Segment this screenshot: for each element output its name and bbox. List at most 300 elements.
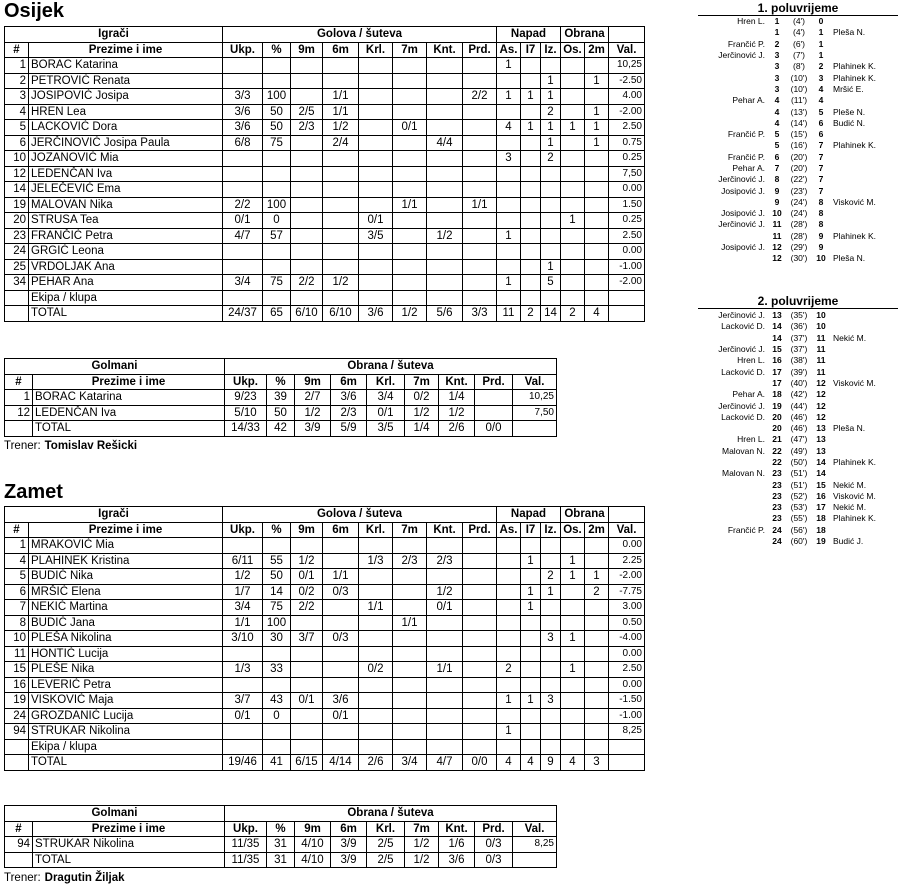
player-cell: 4	[5, 553, 29, 569]
player-cell: 3/7	[223, 693, 263, 709]
player-cell	[497, 166, 521, 182]
group-header-row	[5, 507, 645, 523]
player-cell: 6/8	[223, 135, 263, 151]
player-cell: 0/3	[323, 631, 359, 647]
player-cell: MRAKOVIĆ Mia	[29, 538, 223, 554]
goal-event-row	[698, 321, 898, 332]
player-cell: -2.00	[609, 104, 645, 120]
player-cell: LACKOVIĆ Dora	[29, 120, 223, 136]
goalkeeper-cell: 1/2	[405, 837, 439, 853]
player-cell: PLAHINEK Kristina	[29, 553, 223, 569]
goalkeeper-cell: 1/6	[439, 837, 475, 853]
goal-event-cell: Hren L.	[737, 434, 765, 445]
goal-event-cell: 13	[816, 445, 826, 456]
group-players-header: Igrači	[5, 27, 223, 43]
player-cell	[427, 197, 463, 213]
goal-event-cell: 1	[774, 16, 780, 27]
goal-event-cell	[830, 310, 898, 321]
team-title-osijek: Osijek	[4, 0, 65, 22]
player-cell	[359, 244, 393, 260]
player-cell	[521, 275, 541, 291]
player-row	[5, 58, 645, 74]
goal-event-cell	[698, 423, 768, 434]
group-players-header: Igrači	[5, 507, 223, 523]
group-goals-header: Golova / šuteva	[223, 27, 497, 43]
player-cell	[323, 259, 359, 275]
player-cell	[359, 197, 393, 213]
total-cell: 14	[541, 306, 561, 322]
player-cell: 55	[263, 553, 291, 569]
total-cell	[5, 755, 29, 771]
player-cell	[323, 213, 359, 229]
player-cell	[393, 213, 427, 229]
player-cell: 3/6	[223, 104, 263, 120]
goal-event-cell: 10	[816, 310, 826, 321]
gk-column-header: Prd.	[475, 821, 513, 837]
player-cell: 1	[585, 73, 609, 89]
goal-event-cell: 13	[816, 423, 826, 434]
group-empty-header	[609, 27, 645, 43]
goal-event-cell: 23	[772, 513, 782, 524]
goal-event-cell: (16')	[790, 140, 808, 151]
goal-event-cell: Hren L.	[737, 16, 765, 27]
goal-event-cell: 2	[774, 38, 780, 49]
player-cell	[393, 708, 427, 724]
goal-event-cell: 9	[774, 196, 780, 207]
player-cell	[393, 58, 427, 74]
player-cell: 0/1	[291, 693, 323, 709]
goal-event-cell: 3	[774, 83, 780, 94]
player-cell	[359, 631, 393, 647]
player-cell: 2.25	[609, 553, 645, 569]
goal-event-row	[698, 140, 898, 151]
gk-column-header-row	[5, 374, 557, 390]
goal-event-cell: 5	[818, 106, 824, 117]
goalkeeper-cell: 7,50	[513, 405, 557, 421]
goal-event-cell: (47')	[790, 434, 808, 445]
goalkeeper-cell: 2/3	[331, 405, 367, 421]
player-cell: 0/1	[359, 213, 393, 229]
player-cell	[561, 538, 585, 554]
goal-event-cell: (40')	[790, 377, 808, 388]
bench-cell	[223, 739, 263, 755]
goal-event-cell: 12	[816, 411, 826, 422]
player-cell	[393, 538, 427, 554]
player-cell	[323, 197, 359, 213]
player-cell	[359, 104, 393, 120]
goal-event-cell: (20')	[790, 163, 808, 173]
player-cell: 0/1	[291, 569, 323, 585]
half-title-1: 1. poluvrijeme	[757, 1, 839, 15]
player-cell	[463, 584, 497, 600]
player-cell	[541, 538, 561, 554]
player-cell: 6	[5, 584, 29, 600]
player-cell: 1	[541, 135, 561, 151]
player-cell: 75	[263, 600, 291, 616]
player-cell	[427, 569, 463, 585]
player-row	[5, 677, 645, 693]
player-cell	[585, 600, 609, 616]
player-cell	[223, 724, 263, 740]
goal-event-cell: 11	[816, 332, 826, 343]
player-cell: JOSIPOVIĆ Josipa	[29, 89, 223, 105]
goal-event-cell: 12	[772, 242, 782, 253]
player-cell: 1	[521, 600, 541, 616]
goal-event-cell: 18	[772, 389, 782, 400]
goal-event-cell: Jerčinović J.	[718, 310, 765, 321]
goal-event-cell	[830, 468, 898, 479]
player-cell	[541, 553, 561, 569]
goal-event-cell: (20')	[790, 151, 808, 162]
gk-total-cell: 0/0	[475, 421, 513, 437]
goal-event-row	[698, 446, 898, 457]
player-cell: 19	[5, 197, 29, 213]
player-row	[5, 631, 645, 647]
player-cell	[427, 104, 463, 120]
goal-event-cell	[830, 366, 898, 377]
bench-cell	[497, 739, 521, 755]
goal-event-cell: 3	[774, 72, 780, 83]
goal-event-row	[698, 185, 898, 196]
player-cell: 20	[5, 213, 29, 229]
player-cell	[263, 166, 291, 182]
goalkeeper-cell	[475, 390, 513, 406]
players-table-zamet	[4, 506, 645, 771]
player-cell: 4/4	[427, 135, 463, 151]
player-cell	[291, 615, 323, 631]
gk-total-cell: 5/9	[331, 421, 367, 437]
player-cell: 1	[585, 120, 609, 136]
player-cell	[323, 73, 359, 89]
goal-event-row	[698, 219, 898, 230]
goal-event-cell: Lacković D.	[721, 411, 765, 422]
goal-event-cell: (39')	[790, 366, 808, 377]
goal-event-cell: Malovan N.	[722, 468, 765, 479]
bench-cell	[323, 290, 359, 306]
goal-event-cell: (4')	[792, 27, 805, 38]
player-cell	[427, 708, 463, 724]
player-cell	[223, 538, 263, 554]
player-cell	[541, 724, 561, 740]
group-saves-header: Obrana / šuteva	[225, 359, 557, 375]
bench-cell	[393, 739, 427, 755]
goal-event-cell: 3	[818, 72, 824, 83]
goal-event-cell: 19	[816, 536, 826, 547]
player-cell	[393, 584, 427, 600]
goal-event-cell: Frančić P.	[727, 129, 765, 140]
goal-log-second-half	[698, 310, 898, 547]
player-cell	[497, 538, 521, 554]
player-cell	[463, 151, 497, 167]
player-cell	[359, 151, 393, 167]
goalkeeper-cell: 1/2	[295, 405, 331, 421]
column-header: 6m	[323, 522, 359, 538]
player-cell	[291, 213, 323, 229]
goal-event-row	[698, 242, 898, 253]
player-cell	[463, 182, 497, 198]
total-cell: 4/14	[323, 755, 359, 771]
player-cell: FRANČIĆ Petra	[29, 228, 223, 244]
goal-event-cell: (46')	[790, 423, 808, 434]
goal-event-cell: 11	[772, 230, 782, 241]
player-cell: 11	[5, 646, 29, 662]
player-cell	[561, 259, 585, 275]
goal-event-cell: (8')	[792, 61, 805, 72]
player-cell: MRŠIĆ Elena	[29, 584, 223, 600]
player-cell: 2/2	[223, 197, 263, 213]
player-cell	[359, 584, 393, 600]
column-header: Prd.	[463, 522, 497, 538]
goal-event-cell: 5	[774, 140, 780, 151]
goal-event-cell: Plahinek K.	[833, 457, 876, 467]
goal-event-cell: 6	[818, 117, 824, 128]
player-cell: 3	[541, 631, 561, 647]
goal-event-cell: (49')	[790, 445, 808, 456]
player-cell	[521, 166, 541, 182]
player-cell	[541, 600, 561, 616]
player-cell: 1	[585, 135, 609, 151]
goal-event-row	[698, 39, 898, 50]
player-cell: 1	[497, 58, 521, 74]
total-cell: 2	[561, 306, 585, 322]
gk-total-row	[5, 421, 557, 437]
total-cell: 1/2	[393, 306, 427, 322]
bench-row	[5, 739, 645, 755]
goal-event-cell	[698, 513, 768, 524]
goalkeeper-cell: 10,25	[513, 390, 557, 406]
player-cell	[427, 693, 463, 709]
player-cell	[561, 58, 585, 74]
players-table-osijek	[4, 26, 645, 322]
goal-event-cell: (28')	[790, 219, 808, 230]
goal-event-cell: (11')	[790, 95, 808, 106]
player-cell: 10	[5, 631, 29, 647]
goal-event-cell: (55')	[790, 513, 808, 524]
player-cell: 2	[585, 584, 609, 600]
player-cell: 3/4	[223, 275, 263, 291]
goal-event-cell	[830, 129, 898, 140]
player-cell: 3/5	[359, 228, 393, 244]
goal-event-row	[698, 479, 898, 490]
goal-event-cell: 11	[816, 355, 826, 366]
player-cell: 1/1	[323, 104, 359, 120]
goal-event-row	[698, 502, 898, 513]
total-cell: 6/10	[291, 306, 323, 322]
player-cell	[427, 538, 463, 554]
goal-event-cell: Pleša N.	[833, 253, 866, 264]
goal-event-cell: 17	[772, 377, 782, 388]
player-cell: 1/2	[427, 584, 463, 600]
gk-column-header: 6m	[331, 374, 367, 390]
group-empty-header	[609, 507, 645, 523]
goal-event-cell	[698, 72, 768, 83]
player-cell: 1	[497, 89, 521, 105]
total-cell: 3/6	[359, 306, 393, 322]
player-cell	[463, 58, 497, 74]
goal-event-cell: 8	[818, 208, 824, 219]
player-cell	[359, 569, 393, 585]
column-header: 2m	[585, 522, 609, 538]
player-cell	[223, 646, 263, 662]
player-row	[5, 120, 645, 136]
player-cell	[223, 166, 263, 182]
player-row	[5, 275, 645, 291]
player-cell	[393, 73, 427, 89]
goal-event-cell: (35')	[790, 310, 808, 321]
player-cell: 1/1	[223, 615, 263, 631]
player-cell	[427, 677, 463, 693]
gk-column-header: 9m	[295, 821, 331, 837]
player-cell: 1	[5, 538, 29, 554]
player-cell: PETROVIĆ Renata	[29, 73, 223, 89]
goal-event-row	[698, 333, 898, 344]
player-cell: 2	[541, 104, 561, 120]
player-cell	[497, 677, 521, 693]
player-cell	[463, 615, 497, 631]
goal-event-cell: 7	[818, 185, 824, 196]
goal-event-cell: (10')	[790, 83, 808, 94]
goal-event-row	[698, 174, 898, 185]
player-cell	[561, 89, 585, 105]
group-attack-header: Napad	[497, 27, 561, 43]
goal-event-cell: (52')	[790, 490, 808, 501]
goal-event-cell: 22	[772, 457, 782, 467]
goal-event-cell: 9	[818, 242, 824, 253]
goal-event-row	[698, 468, 898, 479]
column-header: 9m	[291, 522, 323, 538]
goal-event-cell	[698, 479, 768, 490]
player-cell	[427, 182, 463, 198]
column-header: 2m	[585, 42, 609, 58]
player-cell	[359, 693, 393, 709]
goal-event-cell	[698, 491, 768, 502]
player-cell	[291, 135, 323, 151]
goal-event-cell	[698, 197, 768, 208]
goal-event-cell: 11	[816, 366, 826, 377]
bench-cell	[291, 290, 323, 306]
goal-event-cell: Josipović J.	[721, 208, 765, 219]
player-cell: 30	[263, 631, 291, 647]
gk-total-cell: 0/3	[475, 852, 513, 868]
player-cell: 0.00	[609, 646, 645, 662]
goalkeeper-cell: 1	[5, 390, 33, 406]
player-cell	[561, 104, 585, 120]
total-cell: 3	[585, 755, 609, 771]
goal-event-cell	[830, 95, 898, 106]
player-cell	[223, 58, 263, 74]
player-cell: 7	[5, 600, 29, 616]
player-cell: 0.00	[609, 538, 645, 554]
player-cell	[291, 259, 323, 275]
goalkeeper-cell: 50	[267, 405, 295, 421]
goal-event-cell	[830, 434, 898, 445]
goal-event-row	[698, 152, 898, 163]
player-cell: 5	[5, 569, 29, 585]
total-cell: 41	[263, 755, 291, 771]
goal-event-cell: (22')	[790, 174, 808, 185]
player-cell: 1.50	[609, 197, 645, 213]
goalkeeper-cell: 0/2	[405, 390, 439, 406]
goal-event-cell: Josipović J.	[721, 242, 765, 253]
goal-event-cell: (60')	[790, 536, 808, 547]
player-cell	[393, 569, 427, 585]
goal-event-row	[698, 378, 898, 389]
goal-event-cell: (36')	[790, 321, 808, 332]
player-row	[5, 600, 645, 616]
goal-event-cell: Plahinek K.	[833, 61, 876, 72]
player-row	[5, 615, 645, 631]
player-cell	[359, 259, 393, 275]
player-cell: 6	[5, 135, 29, 151]
player-row	[5, 553, 645, 569]
player-cell	[541, 646, 561, 662]
player-cell	[497, 104, 521, 120]
player-cell: 3/4	[223, 600, 263, 616]
player-cell: 2/5	[291, 104, 323, 120]
player-cell: 94	[5, 724, 29, 740]
player-cell: 100	[263, 615, 291, 631]
player-cell: 1	[541, 259, 561, 275]
goal-event-cell	[830, 344, 898, 355]
goal-event-row	[698, 344, 898, 355]
column-header: As.	[497, 522, 521, 538]
bench-number	[5, 290, 29, 306]
player-cell: 0	[263, 213, 291, 229]
goal-event-cell: 8	[818, 219, 824, 230]
column-header: Krl.	[359, 522, 393, 538]
player-cell	[561, 166, 585, 182]
player-cell: 5	[5, 120, 29, 136]
goal-event-row	[698, 412, 898, 423]
coach-name: Dragutin Žiljak	[44, 872, 125, 884]
player-cell	[323, 600, 359, 616]
total-cell: TOTAL	[29, 755, 223, 771]
player-cell: 10,25	[609, 58, 645, 74]
player-cell: VISKOVIĆ Maja	[29, 693, 223, 709]
player-cell: 1	[521, 89, 541, 105]
column-header: Ukp.	[223, 42, 263, 58]
player-cell	[359, 166, 393, 182]
player-cell: GRGIĆ Leona	[29, 244, 223, 260]
goal-event-row	[698, 366, 898, 377]
player-cell	[323, 538, 359, 554]
player-cell	[521, 213, 541, 229]
player-cell	[585, 244, 609, 260]
player-cell: 3/6	[223, 120, 263, 136]
goal-event-cell	[698, 231, 768, 242]
gk-group-header-row	[5, 359, 557, 375]
player-cell	[223, 73, 263, 89]
player-cell: 0/1	[223, 708, 263, 724]
goal-event-cell: (24')	[790, 208, 808, 219]
goal-event-cell: (24')	[790, 196, 808, 207]
player-cell: 1/3	[359, 553, 393, 569]
player-cell	[585, 724, 609, 740]
player-cell	[541, 58, 561, 74]
player-cell: BORAC Katarina	[29, 58, 223, 74]
goalkeeper-cell: 11/35	[225, 837, 267, 853]
goal-event-cell: Mršić E.	[833, 83, 864, 94]
player-cell	[561, 275, 585, 291]
player-cell	[585, 58, 609, 74]
goalkeepers-table-osijek	[4, 358, 557, 437]
total-cell: 65	[263, 306, 291, 322]
player-cell: -1.00	[609, 259, 645, 275]
goal-event-cell: 7	[818, 140, 824, 151]
player-cell	[585, 151, 609, 167]
goalkeeper-cell: 1/2	[439, 405, 475, 421]
bench-label: Ekipa / klupa	[29, 739, 223, 755]
